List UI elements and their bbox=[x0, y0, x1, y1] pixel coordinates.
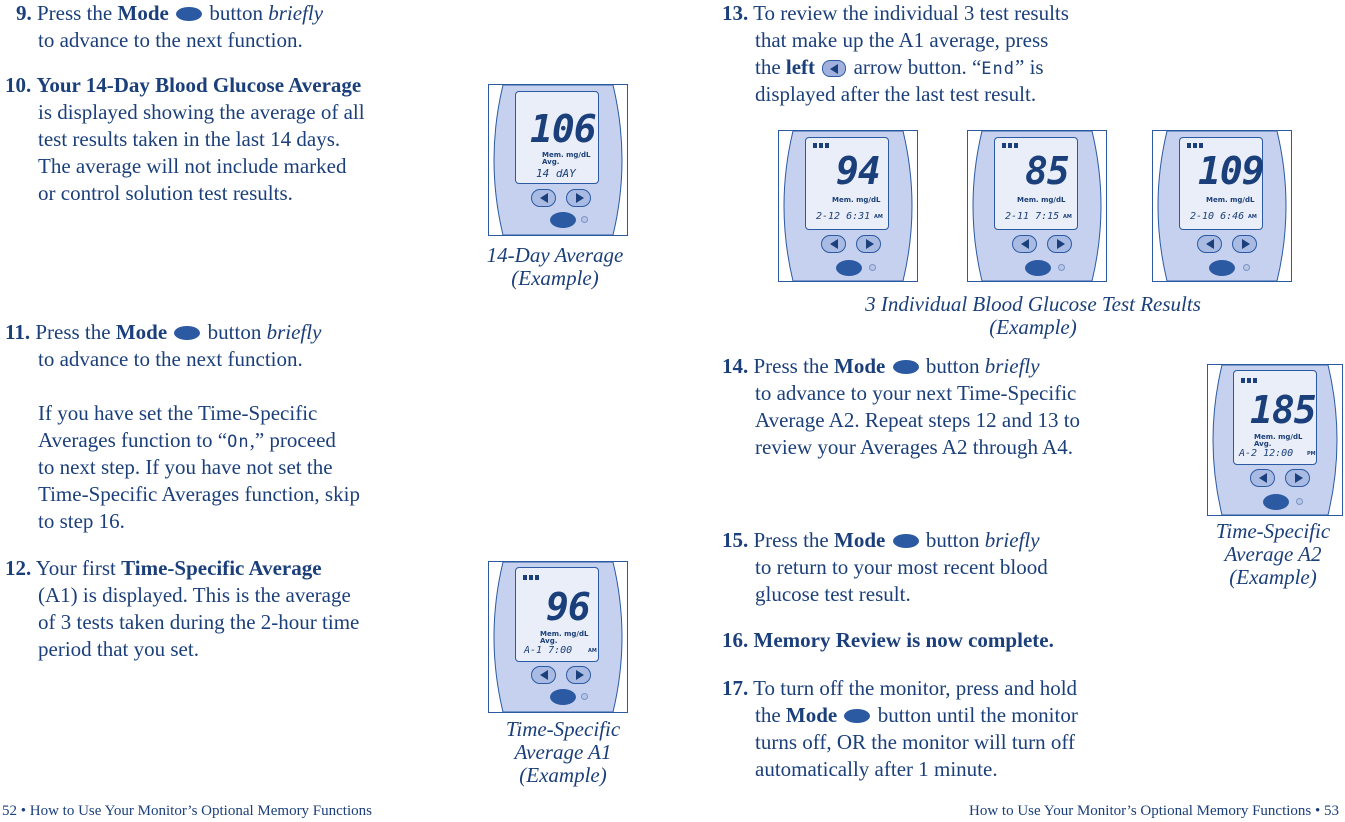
step-9-line2: to advance to the next function. bbox=[38, 28, 303, 52]
step-title: Memory Review is now complete. bbox=[753, 628, 1054, 652]
caption-line: (Example) bbox=[519, 763, 607, 787]
step-text: briefly bbox=[266, 320, 322, 344]
step-13 bbox=[722, 0, 1069, 27]
on-display-glyph: On bbox=[227, 432, 250, 452]
step-14 bbox=[722, 353, 1040, 380]
step-text: To review the individual 3 test results bbox=[753, 1, 1069, 25]
step-text: Press the bbox=[753, 528, 829, 552]
step-13-line2: that make up the A1 average, press bbox=[755, 28, 1049, 52]
lcd-value: 185 bbox=[1250, 388, 1316, 432]
step-14-line4: review your Averages A2 through A4. bbox=[755, 435, 1074, 459]
step-11-p4: Time-Specific Averages function, skip bbox=[38, 482, 360, 506]
step-11-p2 bbox=[38, 427, 336, 456]
arrow-buttons bbox=[1250, 469, 1310, 487]
step-14-line2: to advance to your next Time-Specific bbox=[755, 381, 1077, 405]
end-display-glyph: End bbox=[981, 59, 1015, 79]
right-arrow-icon bbox=[1047, 235, 1072, 253]
footer-right: How to Use Your Monitor’s Optional Memory Functions • 53 bbox=[969, 803, 1339, 819]
step-11-p1: If you have set the Time-Specific bbox=[38, 401, 318, 425]
lcd-ampm: AM bbox=[588, 648, 597, 654]
step-11-p5: to step 16. bbox=[38, 509, 125, 533]
caption-a2 bbox=[1190, 520, 1345, 589]
step-13-line3 bbox=[755, 54, 1044, 83]
lcd-ampm: AM bbox=[874, 214, 883, 220]
caption-a1 bbox=[478, 718, 648, 787]
step-10 bbox=[5, 72, 361, 99]
mode-label: Mode bbox=[115, 320, 168, 344]
step-number: 13. bbox=[722, 1, 749, 25]
step-12-line4: period that you set. bbox=[38, 637, 199, 661]
mode-button-icon bbox=[836, 260, 862, 276]
left-arrow-icon bbox=[1197, 235, 1222, 253]
step-number: 14. bbox=[722, 354, 749, 378]
lcd-unit: Mem. mg/dL bbox=[542, 151, 591, 159]
lcd-screen bbox=[805, 137, 889, 230]
step-text: Averages function to “ bbox=[38, 428, 228, 452]
step-9 bbox=[16, 0, 323, 27]
lcd-value: 85 bbox=[1025, 149, 1069, 193]
step-title: Time-Specific Average bbox=[121, 556, 322, 580]
mode-button-icon bbox=[550, 689, 576, 705]
step-15 bbox=[722, 527, 1040, 554]
step-text: button bbox=[207, 320, 262, 344]
mode-button-icon bbox=[1263, 494, 1289, 510]
step-16 bbox=[722, 627, 1054, 654]
mode-label: Mode bbox=[834, 528, 886, 552]
lcd-bottom: 2-12 6:31 bbox=[816, 211, 871, 222]
left-label: left bbox=[785, 55, 816, 79]
step-text: the bbox=[755, 703, 781, 727]
step-text: ,” proceed bbox=[249, 428, 336, 452]
lcd-value: 96 bbox=[546, 585, 590, 629]
caption-line: (Example) bbox=[1229, 565, 1317, 589]
lcd-bottom: 2-11 7:15 bbox=[1005, 211, 1060, 222]
step-text: button until the monitor bbox=[877, 703, 1078, 727]
memory-bars bbox=[1187, 143, 1203, 148]
caption-line: Time-Specific bbox=[1215, 519, 1331, 543]
step-number: 10. bbox=[5, 73, 32, 97]
step-11-p3: to next step. If you have not set the bbox=[38, 455, 333, 479]
left-arrow-icon bbox=[822, 60, 846, 77]
lcd-avg: Avg. bbox=[542, 158, 560, 166]
lcd-value: 106 bbox=[530, 107, 596, 151]
step-number: 9. bbox=[16, 1, 32, 25]
arrow-buttons bbox=[821, 235, 881, 253]
left-arrow-icon bbox=[1250, 469, 1275, 487]
step-text: ” is bbox=[1015, 55, 1044, 79]
indicator-dot bbox=[1296, 498, 1303, 505]
footer-left: 52 • How to Use Your Monitor’s Optional Memory Functions bbox=[2, 803, 372, 819]
step-title: Your 14-Day Blood Glucose Average bbox=[36, 73, 362, 97]
step-17-line2 bbox=[755, 702, 1078, 729]
caption-line: Average A1 bbox=[514, 740, 612, 764]
step-10-line2: is displayed showing the average of all bbox=[38, 100, 365, 124]
right-arrow-icon bbox=[566, 189, 591, 207]
step-text: Press the bbox=[753, 354, 829, 378]
lcd-bottom: 14 dAY bbox=[536, 167, 576, 180]
step-12-line2: (A1) is displayed. This is the average bbox=[38, 583, 351, 607]
mode-button-icon bbox=[176, 7, 202, 21]
step-text: briefly bbox=[984, 354, 1040, 378]
mode-label: Mode bbox=[834, 354, 886, 378]
monitor-illustration-result-2 bbox=[967, 130, 1107, 282]
lcd-bottom: 2-10 6:46 bbox=[1190, 211, 1245, 222]
lcd-unit: Mem. mg/dL bbox=[832, 196, 881, 204]
mode-label: Mode bbox=[117, 1, 169, 25]
step-number: 17. bbox=[722, 676, 749, 700]
caption-line: (Example) bbox=[511, 266, 599, 290]
step-11 bbox=[5, 319, 321, 346]
lcd-screen bbox=[1179, 137, 1263, 230]
right-arrow-icon bbox=[566, 666, 591, 684]
step-text: the bbox=[755, 55, 781, 79]
caption-line: Time-Specific bbox=[505, 717, 621, 741]
arrow-buttons bbox=[1197, 235, 1257, 253]
step-text: To turn off the monitor, press and hold bbox=[753, 676, 1078, 700]
lcd-unit: Mem. mg/dL bbox=[1254, 433, 1303, 441]
caption-line: 3 Individual Blood Glucose Test Results bbox=[865, 292, 1201, 316]
memory-bars bbox=[1002, 143, 1018, 148]
mode-button-icon bbox=[1209, 260, 1235, 276]
lcd-screen bbox=[994, 137, 1078, 230]
caption-3-results bbox=[833, 293, 1233, 339]
step-text: Press the bbox=[35, 320, 111, 344]
step-text: Your first bbox=[35, 556, 116, 580]
step-text: button bbox=[209, 1, 263, 25]
step-text: briefly bbox=[268, 1, 324, 25]
lcd-bottom: A-2 12:00 bbox=[1239, 448, 1294, 459]
indicator-dot bbox=[1058, 264, 1065, 271]
arrow-buttons bbox=[1012, 235, 1072, 253]
step-number: 16. bbox=[722, 628, 749, 652]
step-12 bbox=[5, 555, 322, 582]
mode-button-icon bbox=[174, 326, 200, 340]
step-15-line2: to return to your most recent blood bbox=[755, 555, 1048, 579]
monitor-illustration-a2 bbox=[1207, 364, 1343, 516]
monitor-illustration-result-3 bbox=[1152, 130, 1292, 282]
indicator-dot bbox=[581, 693, 588, 700]
mode-button-icon bbox=[550, 212, 576, 228]
memory-bars bbox=[1241, 378, 1257, 383]
step-text: button bbox=[925, 354, 980, 378]
monitor-illustration-14day bbox=[488, 84, 628, 236]
step-15-line3: glucose test result. bbox=[755, 582, 911, 606]
lcd-value: 94 bbox=[836, 149, 880, 193]
step-17 bbox=[722, 675, 1077, 702]
arrow-buttons bbox=[531, 666, 591, 684]
step-text: Press the bbox=[37, 1, 113, 25]
lcd-avg: Avg. bbox=[540, 637, 558, 645]
memory-bars bbox=[523, 575, 539, 580]
lcd-screen bbox=[1233, 370, 1317, 465]
indicator-dot bbox=[869, 264, 876, 271]
step-10-line4: The average will not include marked bbox=[38, 154, 347, 178]
lcd-ampm: PM bbox=[1307, 451, 1316, 457]
lcd-unit: Mem. mg/dL bbox=[1017, 196, 1066, 204]
left-arrow-icon bbox=[531, 189, 556, 207]
step-text: button bbox=[925, 528, 980, 552]
lcd-unit: Mem. mg/dL bbox=[1206, 196, 1255, 204]
right-arrow-icon bbox=[856, 235, 881, 253]
lcd-screen bbox=[515, 91, 599, 184]
step-10-line5: or control solution test results. bbox=[38, 181, 293, 205]
caption-line: Average A2 bbox=[1224, 542, 1322, 566]
indicator-dot bbox=[1243, 264, 1250, 271]
caption-line: 14-Day Average bbox=[486, 243, 624, 267]
monitor-illustration-a1 bbox=[488, 561, 628, 713]
step-17-line3: turns off, OR the monitor will turn off bbox=[755, 730, 1076, 754]
lcd-screen bbox=[515, 567, 599, 662]
indicator-dot bbox=[581, 216, 588, 223]
left-arrow-icon bbox=[1012, 235, 1037, 253]
left-arrow-icon bbox=[821, 235, 846, 253]
right-arrow-icon bbox=[1232, 235, 1257, 253]
step-number: 15. bbox=[722, 528, 749, 552]
step-14-line3: Average A2. Repeat steps 12 and 13 to bbox=[755, 408, 1081, 432]
mode-button-icon bbox=[1025, 260, 1051, 276]
step-number: 11. bbox=[5, 320, 31, 344]
caption-line: (Example) bbox=[989, 315, 1077, 339]
step-17-line4: automatically after 1 minute. bbox=[755, 757, 998, 781]
memory-bars bbox=[813, 143, 829, 148]
lcd-avg: Avg. bbox=[1254, 440, 1272, 448]
step-number: 12. bbox=[5, 556, 32, 580]
lcd-unit: Mem. mg/dL bbox=[540, 630, 589, 638]
mode-button-icon bbox=[844, 709, 870, 723]
step-text: briefly bbox=[984, 528, 1040, 552]
lcd-value: 109 bbox=[1198, 149, 1264, 193]
right-arrow-icon bbox=[1285, 469, 1310, 487]
step-12-line3: of 3 tests taken during the 2-hour time bbox=[38, 610, 360, 634]
caption-14day bbox=[470, 244, 640, 290]
step-text: arrow button. “ bbox=[853, 55, 982, 79]
mode-button-icon bbox=[893, 534, 919, 548]
lcd-bottom: A-1 7:00 bbox=[524, 645, 573, 656]
monitor-illustration-result-1 bbox=[778, 130, 918, 282]
mode-button-icon bbox=[893, 360, 919, 374]
mode-label: Mode bbox=[785, 703, 838, 727]
step-11-line2: to advance to the next function. bbox=[38, 347, 303, 371]
lcd-ampm: AM bbox=[1248, 214, 1257, 220]
left-arrow-icon bbox=[531, 666, 556, 684]
arrow-buttons bbox=[531, 189, 591, 207]
lcd-ampm: AM bbox=[1063, 214, 1072, 220]
step-10-line3: test results taken in the last 14 days. bbox=[38, 127, 341, 151]
step-13-line4: displayed after the last test result. bbox=[755, 82, 1037, 106]
